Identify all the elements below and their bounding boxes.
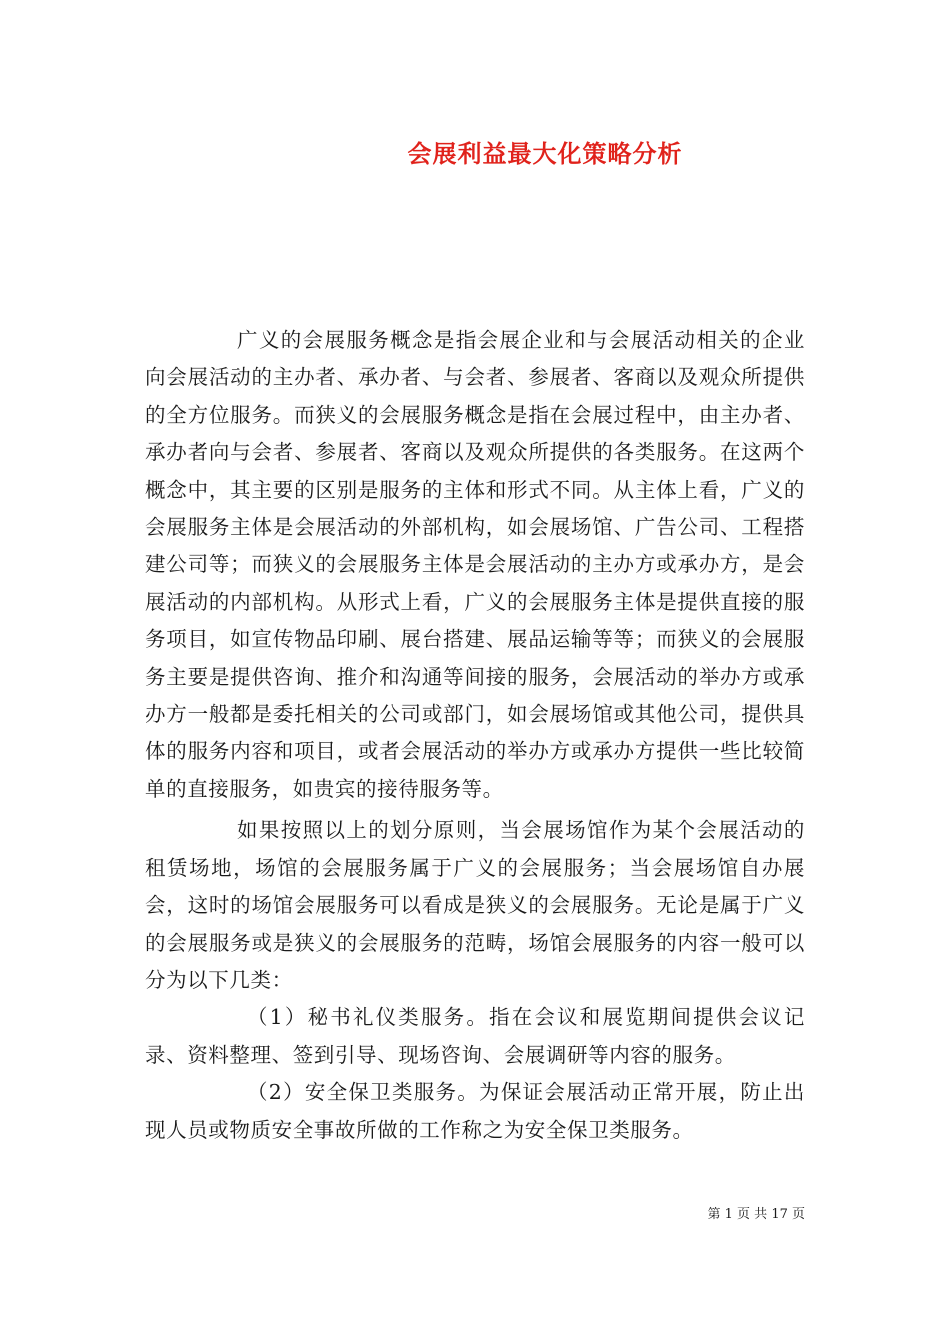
paragraph-1: 广义的会展服务概念是指会展企业和与会展活动相关的企业向会展活动的主办者、承办者、与会者、参展者、客商以及观众所提供的全方位服务。而狭义的会展服务概念是指在会展过程中，由主办者、承办者向与会者、参展者、客商以及观众所提供的各类服务。在这两个概念中，其主要的区别是服务的主体和形式不同。从主体上看，广义的会展服务主体是会展活动的外部机构，如会展场馆、广告公司、工程搭建公司等；而狭义的会展服务主体是会展活动的主办方或承办方，是会展活动的内部机构。从形式上看，广义的会展服务主体是提供直接的服务项目，如宣传物品印刷、展台搭建、展品运输等等；而狭义的会展服务主要是提供咨询、推介和沟通等间接的服务，会展活动的举办方或承办方一般都是委托相关的公司或部门，如会展场馆或其他公司，提供具体的服务内容和项目，或者会展活动的举办方或承办方提供一些比较简单的直接服务，如贵宾的接待服务等。 [145, 328, 805, 801]
paragraph-2: 如果按照以上的划分原则，当会展场馆作为某个会展活动的租赁场地，场馆的会展服务属于广义的会展服务；当会展场馆自办展会，这时的场馆会展服务可以看成是狭义的会展服务。无论是属于广义的会展服务或是狭义的会展服务的范畴，场馆会展服务的内容一般可以分为以下几类： [145, 818, 805, 992]
document-title: 会展利益最大化策略分析 [407, 139, 683, 168]
paragraph-4: （2）安全保卫类服务。为保证会展活动正常开展，防止出现人员或物质安全事故所做的工作称之为安全保卫类服务。 [145, 1080, 805, 1142]
document-body [145, 322, 805, 1149]
paragraph-3: （1）秘书礼仪类服务。指在会议和展览期间提供会议记录、资料整理、签到引导、现场咨询、会展调研等内容的服务。 [145, 1005, 805, 1067]
page-footer: 第 1 页 共 17 页 [707, 1207, 805, 1222]
